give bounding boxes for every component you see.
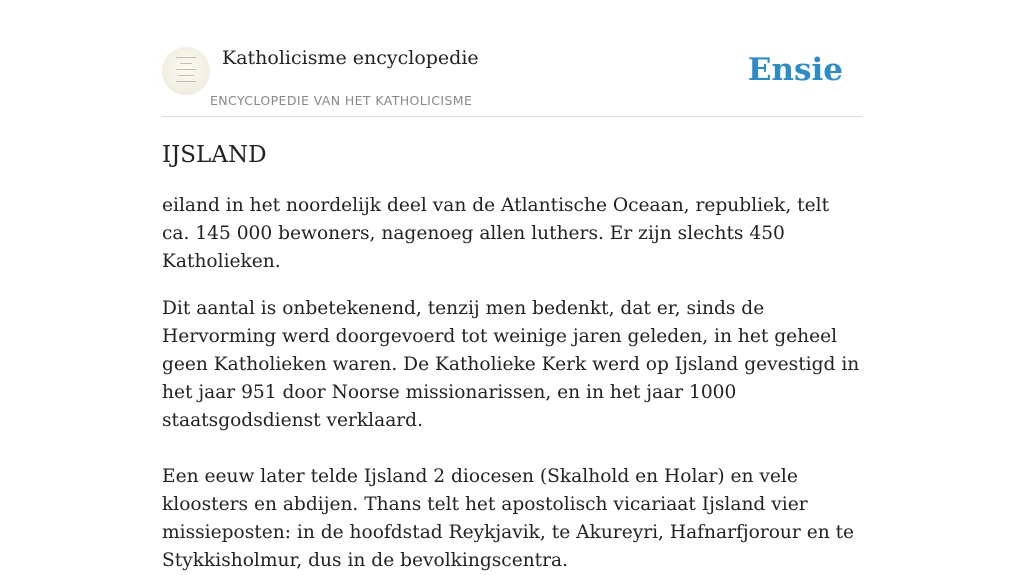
entry-paragraph: eiland in het noordelijk deel van de Atlantische Oceaan, republiek, telt ca. 145 000 bewoners, nagenoeg allen luthers. Er zijn slechts 450 Katholieken.: [162, 195, 830, 272]
entry-paragraph: Een eeuw later telde Ijsland 2 diocesen (Skalhold en Holar) en vele kloosters en abdijen. Thans telt het apostolisch vicariaat Ijsland vier missieposten: in de hoofdstad Reykjavik, te Akureyri, Hafnarfjorour en te Stykkisholmur, dus in de bevolkingscentra.: [162, 466, 855, 571]
brand-logo-link[interactable]: Ensie: [747, 52, 843, 88]
site-header: [162, 0, 862, 117]
logo-decoration: [176, 69, 196, 70]
entry-paragraph: Dit aantal is onbetekenend, tenzij men bedenkt, dat er, sinds de Hervorming werd doorgevoerd tot weinige jaren geleden, in het geheel geen Katholieken waren. De Katholieke Kerk werd op Ijsland gevestigd in het jaar 951 door Noorse missionarissen, en in het jaar 1000 staatsgodsdienst verklaard.: [162, 298, 860, 431]
entry-title: IJSLAND: [162, 142, 267, 168]
logo-decoration: [180, 63, 192, 64]
site-title[interactable]: Katholicisme encyclopedie: [222, 47, 479, 69]
logo-decoration: [176, 81, 196, 82]
logo-decoration: [176, 57, 196, 58]
logo-decoration: [178, 75, 194, 76]
site-subtitle: ENCYCLOPEDIE VAN HET KATHOLICISME: [210, 93, 473, 108]
book-cover-logo-icon[interactable]: [162, 47, 210, 95]
entry-body: [162, 192, 862, 575]
page: [162, 0, 862, 571]
